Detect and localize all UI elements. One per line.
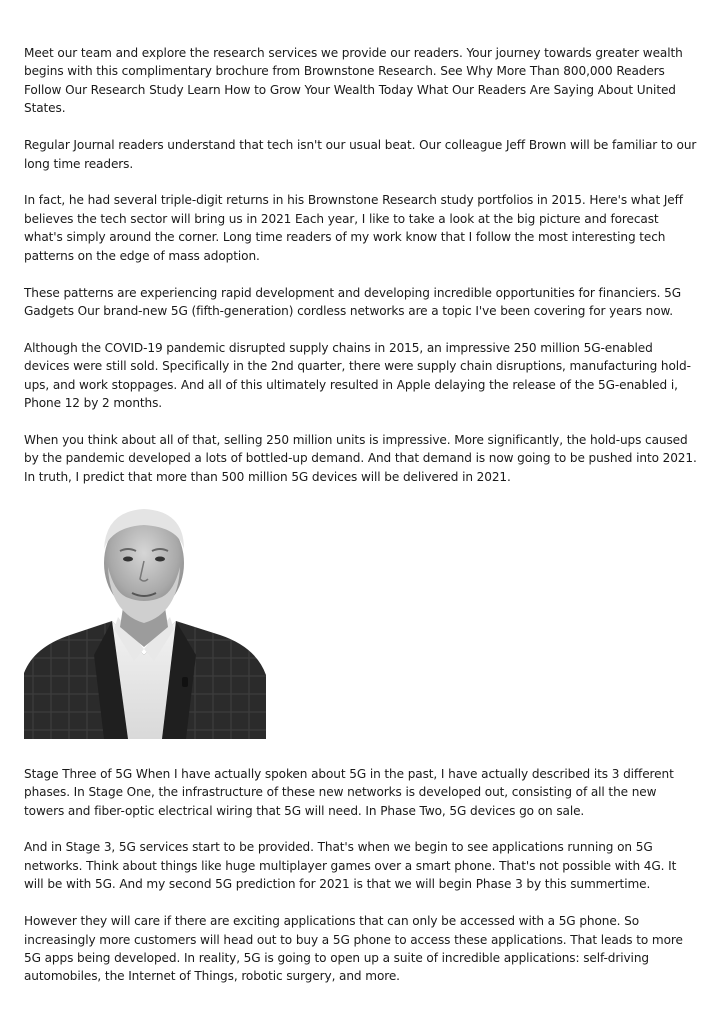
article-body	[24, 44, 698, 1004]
author-photo	[24, 505, 266, 739]
paragraph-units: When you think about all of that, selling 250 million units is impressive. More significantly, the hold-ups caused by the pandemic developed a lots of bottled-up demand. And that demand is now going to be pushed into 2021. In truth, I predict that more than 500 million 5G devices will be delivered in 2021.	[24, 433, 697, 484]
paragraph-returns: In fact, he had several triple-digit returns in his Brownstone Research study portfolios in 2015. Here's what Jeff believes the tech sector will bring us in 2021 Each year, I like to take a look at the big picture and forecast what's simply around the corner. Long time readers of my work know that I follow the most interesting tech patterns on the edge of mass adoption.	[24, 193, 683, 263]
paragraph-stage-three: Stage Three of 5G When I have actually spoken about 5G in the past, I have actually described its 3 different phases. In Stage One, the infrastructure of these new networks is developed out, consisting of all the new towers and fiber-optic electrical wiring that 5G will need. In Phase Two, 5G devices go on sale.	[24, 766, 674, 818]
paragraph-covid: Although the COVID-19 pandemic disrupted supply chains in 2015, an impressive 250 million 5G-enabled devices were still sold. Specifically in the 2nd quarter, there were supply chain disruptions, manufacturing hold-ups, and work stoppages. And all of this ultimately resulted in Apple delaying the release of the 5G-enabled i, Phone 12 by 2 months.	[24, 340, 691, 411]
paragraph-applications: However they will care if there are exciting applications that can only be accessed with a 5G phone. So increasingly more customers will head out to buy a 5G phone to access these applications. That leads to more 5G apps being developed. In reality, 5G is going to open up a suite of incredible applications: self-driving automobiles, the Internet of Things, robotic surgery, and more.	[24, 914, 683, 984]
paragraph-patterns: These patterns are experiencing rapid development and developing incredible opportunities for financiers. 5G Gadgets Our brand-new 5G (fifth-generation) cordless networks are a topic I've been covering for years now.	[24, 285, 681, 318]
paragraph-intro: Meet our team and explore the research services we provide our readers. Your journey towards greater wealth begins with this complimentary brochure from Brownstone Research. See Why More Than 800,000 Readers Follow Our Research Study Learn How to Grow Your Wealth Today What Our Readers Are Saying About United States.	[24, 46, 683, 116]
paragraph-stage-3-services: And in Stage 3, 5G services start to be provided. That's when we begin to see applications running on 5G networks. Think about things like huge multiplayer games over a smart phone. That's not possible with 4G. It will be with 5G. And my second 5G prediction for 2021 is that we will begin Phase 3 by this summertime.	[24, 840, 677, 892]
portrait-illustration	[24, 505, 266, 739]
paragraph-journal-readers: Regular Journal readers understand that tech isn't our usual beat. Our colleague Jeff Brown will be familiar to our long time readers.	[24, 138, 697, 171]
